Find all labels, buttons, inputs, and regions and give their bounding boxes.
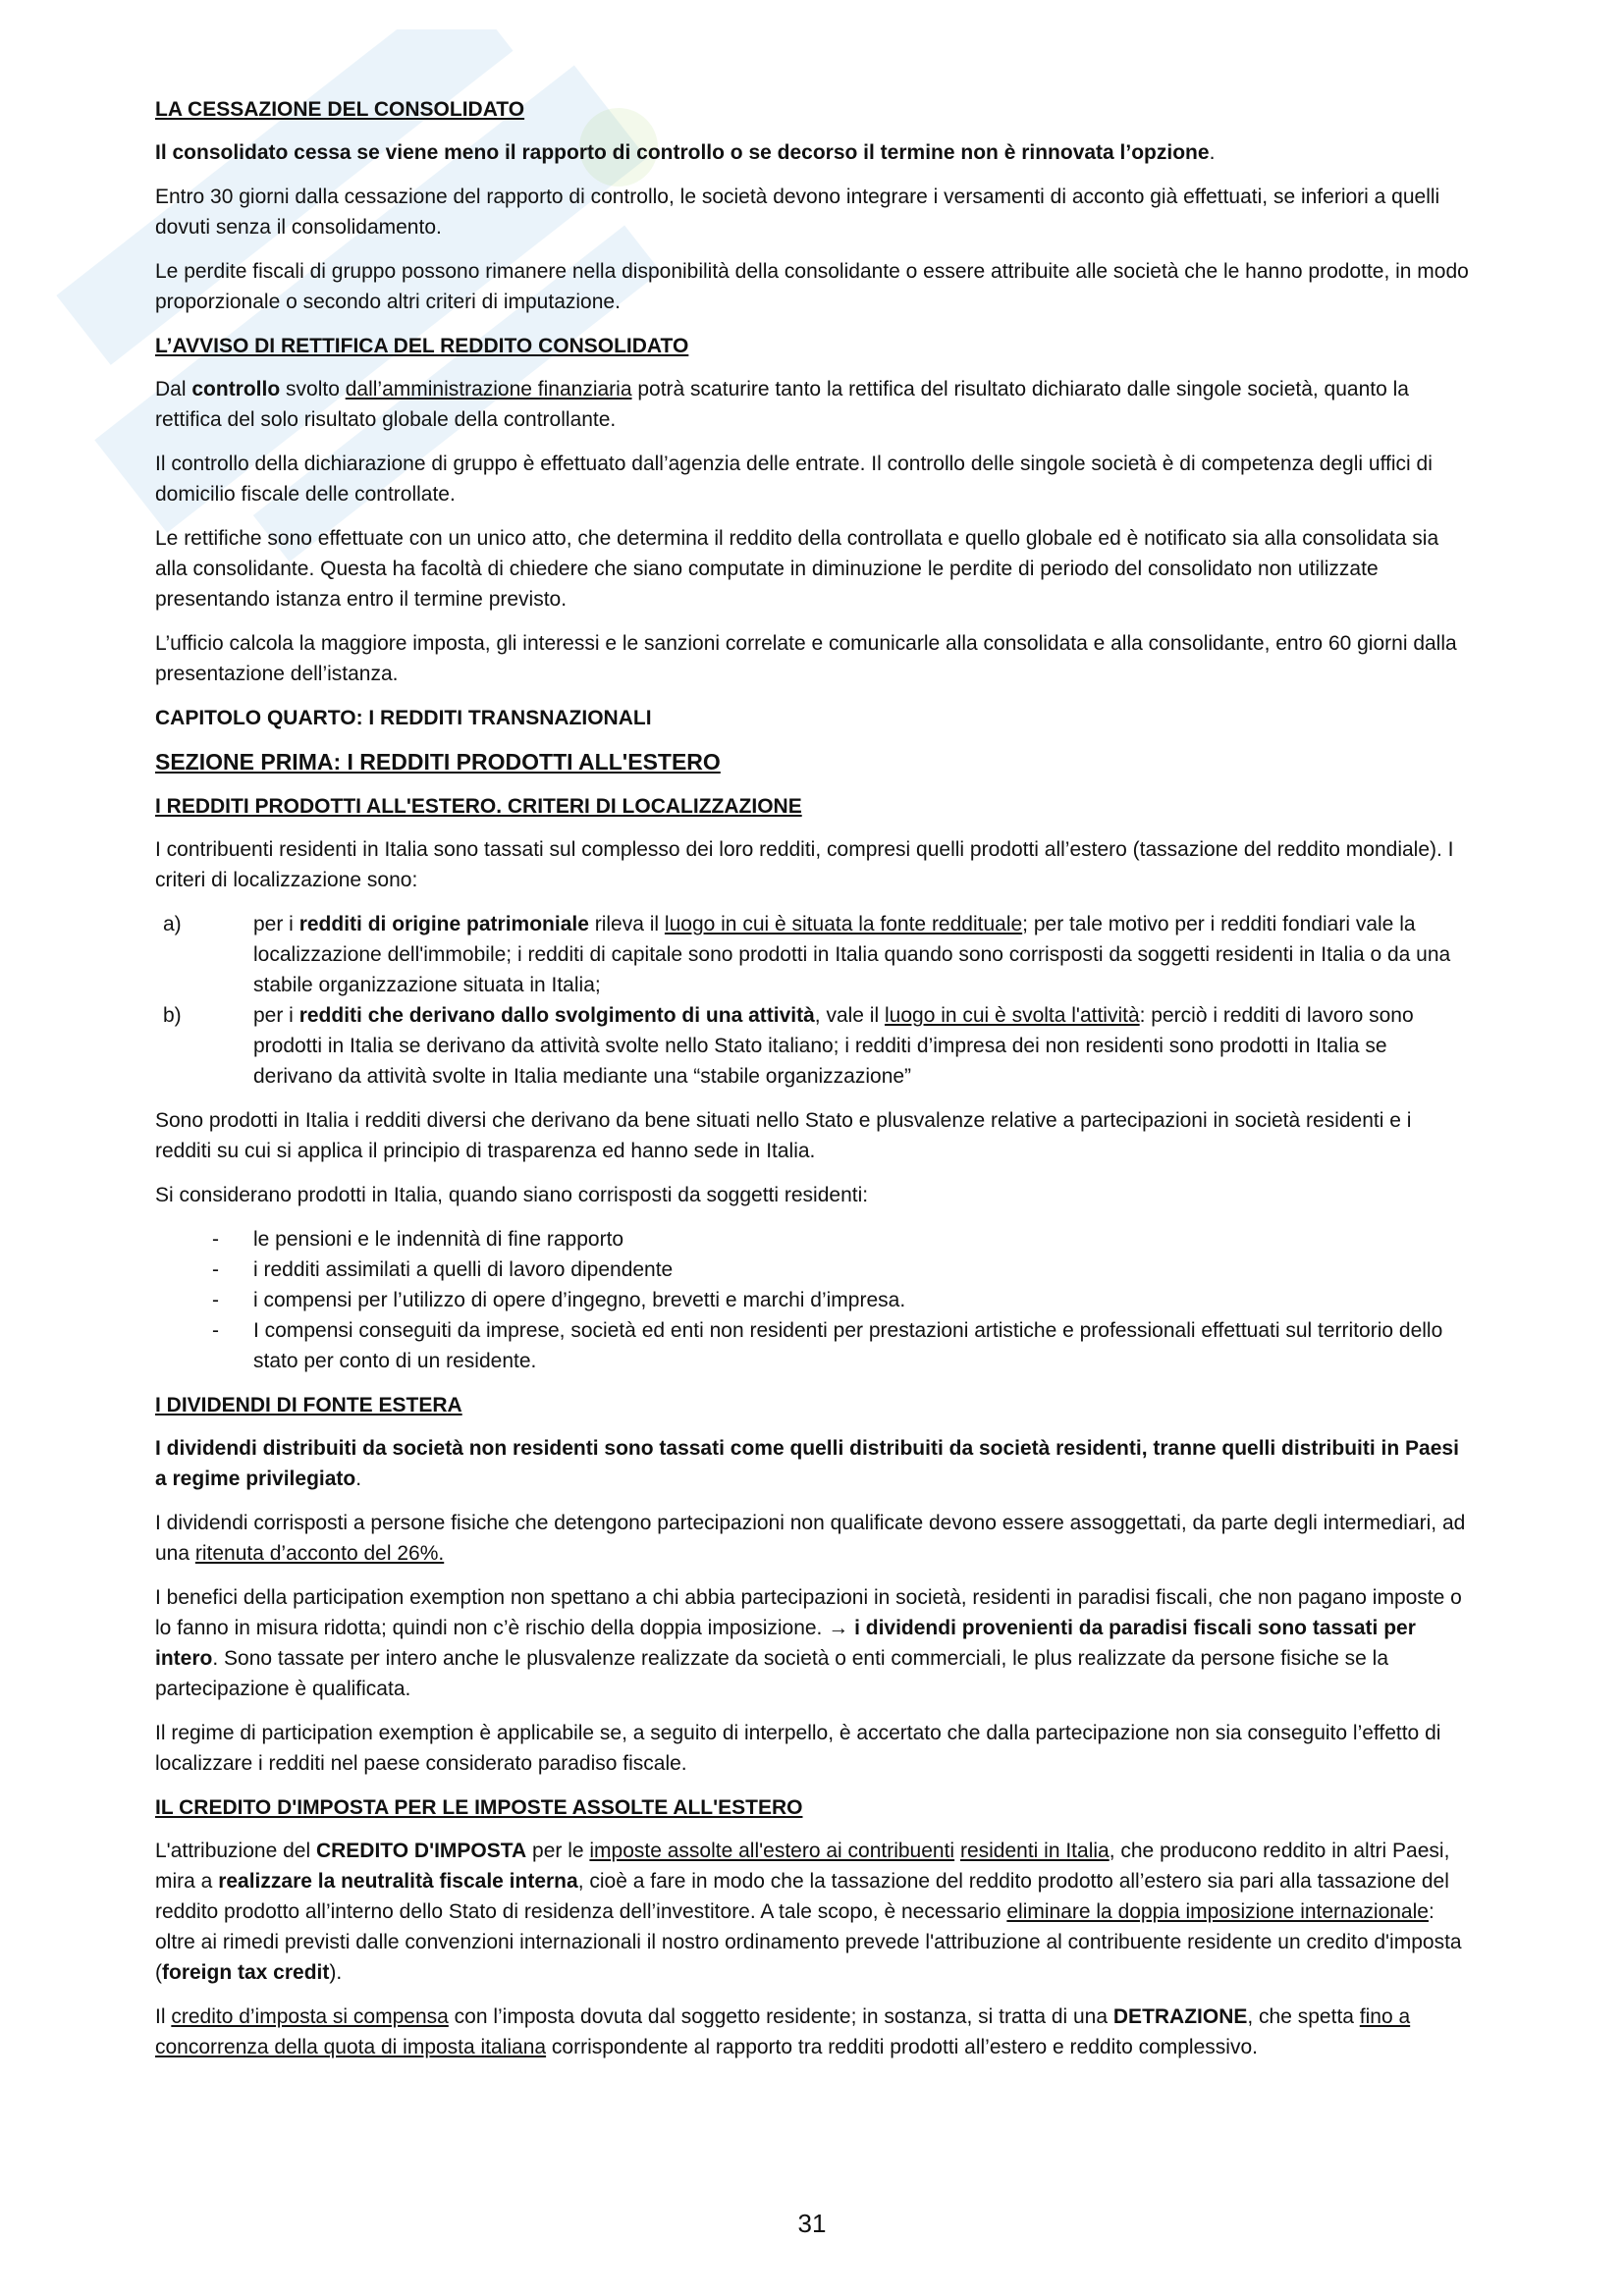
heading-avviso-rettifica: L’AVVISO DI RETTIFICA DEL REDDITO CONSOLIDATO: [155, 335, 689, 357]
paragraph: Le perdite fiscali di gruppo possono rimanere nella disponibilità della consolidante o essere attribuite alle società che le hanno prodotte, in modo proporzionale o secondo altri criteri di imputazione.: [155, 260, 1469, 313]
paragraph: Il consolidato cessa se viene meno il rapporto di controllo o se decorso il termine non è rinnovata l’opzione.: [155, 141, 1216, 164]
chapter-title: CAPITOLO QUARTO: I REDDITI TRANSNAZIONALI: [155, 707, 652, 729]
list-item: b) per i redditi che derivano dallo svolgimento di una attività, vale il luogo in cui è svolta l'attività: perciò i redditi di lavoro sono prodotti in Italia se derivano da attività svolte nello Stato italiano; i redditi d’impresa dei non residenti sono prodotti in Italia se derivano da attività svolte in Italia mediante una “stabile organizzazione”: [163, 1004, 1414, 1088]
paragraph: I dividendi corrisposti a persone fisiche che detengono partecipazioni non qualificate devono essere assoggettati, da parte degli intermediari, ad una ritenuta d’acconto del 26%.: [155, 1512, 1466, 1565]
paragraph: Il controllo della dichiarazione di gruppo è effettuato dall’agenzia delle entrate. Il controllo delle singole società è di competenza degli uffici di domicilio fiscale delle controllate.: [155, 453, 1433, 506]
list-item: - le pensioni e le indennità di fine rapporto: [212, 1228, 624, 1251]
paragraph: Sono prodotti in Italia i redditi diversi che derivano da bene situati nello Stato e plusvalenze relative a partecipazioni in società residenti e i redditi su cui si applica il principio di trasparenza ed hanno sede in Italia.: [155, 1109, 1412, 1162]
paragraph: I benefici della participation exemption non spettano a chi abbia partecipazioni in società, residenti in paradisi fiscali, che non pagano imposte o lo fanno in misura ridotta; quindi non c’è rischio della doppia imposizione. → i dividendi provenienti da paradisi fiscali sono tassati per intero. Sono tassate per intero anche le plusvalenze realizzate da società o enti commerciali, le plus realizzate da persone fisiche se la partecipazione è qualificata.: [155, 1586, 1462, 1700]
list-item: a) per i redditi di origine patrimoniale rileva il luogo in cui è situata la fonte reddituale; per tale motivo per i redditi fondiari vale la localizzazione dell'immobile; i redditi di capitale sono prodotti in Italia quando sono corrisposti da soggetti residenti in Italia o da una stabile organizzazione situata in Italia;: [163, 913, 1451, 996]
paragraph: Le rettifiche sono effettuate con un unico atto, che determina il reddito della controllata e quello globale ed è notificato sia alla consolidata sia alla consolidante. Questa ha facoltà di chiedere che siano computate in diminuzione le perdite di periodo del consolidato non utilizzate presentando istanza entro il termine previsto.: [155, 527, 1439, 611]
paragraph: Il credito d’imposta si compensa con l’imposta dovuta dal soggetto residente; in sostanza, si tratta di una DETRAZIONE, che spetta fino a concorrenza della quota di imposta italiana corrispondente al rapporto tra redditi prodotti all’estero e reddito complessivo.: [155, 2005, 1411, 2058]
income-list: [155, 1224, 1471, 1376]
section-title: SEZIONE PRIMA: I REDDITI PRODOTTI ALL'ESTERO: [155, 749, 721, 774]
paragraph: Entro 30 giorni dalla cessazione del rapporto di controllo, le società devono integrare i versamenti di acconto già effettuati, se inferiori a quelli dovuti senza il consolidamento.: [155, 186, 1440, 239]
paragraph: I contribuenti residenti in Italia sono tassati sul complesso dei loro redditi, compresi quelli prodotti all’estero (tassazione del reddito mondiale). I criteri di localizzazione sono:: [155, 838, 1454, 891]
document-page: [155, 94, 1471, 2076]
heading-criteri-localizzazione: I REDDITI PRODOTTI ALL'ESTERO. CRITERI DI LOCALIZZAZIONE: [155, 795, 802, 818]
paragraph: L’ufficio calcola la maggiore imposta, gli interessi e le sanzioni correlate e comunicarle alla consolidata e alla consolidante, entro 60 giorni dalla presentazione dell’istanza.: [155, 632, 1457, 685]
list-item: - i compensi per l’utilizzo di opere d’ingegno, brevetti e marchi d’impresa.: [212, 1289, 906, 1311]
list-item: - I compensi conseguiti da imprese, società ed enti non residenti per prestazioni artistiche e professionali effettuati sul territorio dello stato per conto di un residente.: [212, 1319, 1443, 1372]
heading-cessazione: LA CESSAZIONE DEL CONSOLIDATO: [155, 98, 525, 121]
paragraph: L'attribuzione del CREDITO D'IMPOSTA per le imposte assolte all'estero ai contribuenti residenti in Italia, che producono reddito in altri Paesi, mira a realizzare la neutralità fiscale interna, cioè a fare in modo che la tassazione del reddito prodotto all’estero sia pari alla tassazione del reddito prodotto all’interno dello Stato di residenza dell’investitore. A tale scopo, è necessario eliminare la doppia imposizione internazionale: oltre ai rimedi previsti dalle convenzioni internazionali il nostro ordinamento prevede l'attribuzione al contribuente residente un credito d'imposta (foreign tax credit).: [155, 1840, 1462, 1984]
criteria-list: [155, 909, 1471, 1092]
paragraph: I dividendi distribuiti da società non residenti sono tassati come quelli distribuiti da società residenti, tranne quelli distribuiti in Paesi a regime privilegiato.: [155, 1437, 1459, 1490]
paragraph: Si considerano prodotti in Italia, quando siano corrisposti da soggetti residenti:: [155, 1184, 869, 1206]
heading-dividendi-estera: I DIVIDENDI DI FONTE ESTERA: [155, 1394, 462, 1416]
paragraph: Il regime di participation exemption è applicabile se, a seguito di interpello, è accertato che dalla partecipazione non sia conseguito l’effetto di localizzare i redditi nel paese considerato paradiso fiscale.: [155, 1722, 1441, 1775]
heading-credito-imposta: IL CREDITO D'IMPOSTA PER LE IMPOSTE ASSOLTE ALL'ESTERO: [155, 1796, 803, 1819]
page-number: 31: [797, 2209, 827, 2238]
list-item: - i redditi assimilati a quelli di lavoro dipendente: [212, 1258, 674, 1281]
paragraph: Dal controllo svolto dall’amministrazione finanziaria potrà scaturire tanto la rettifica del risultato dichiarato dalle singole società, quanto la rettifica del solo risultato globale della controllante.: [155, 378, 1409, 431]
arrow-icon: →: [828, 1617, 849, 1639]
